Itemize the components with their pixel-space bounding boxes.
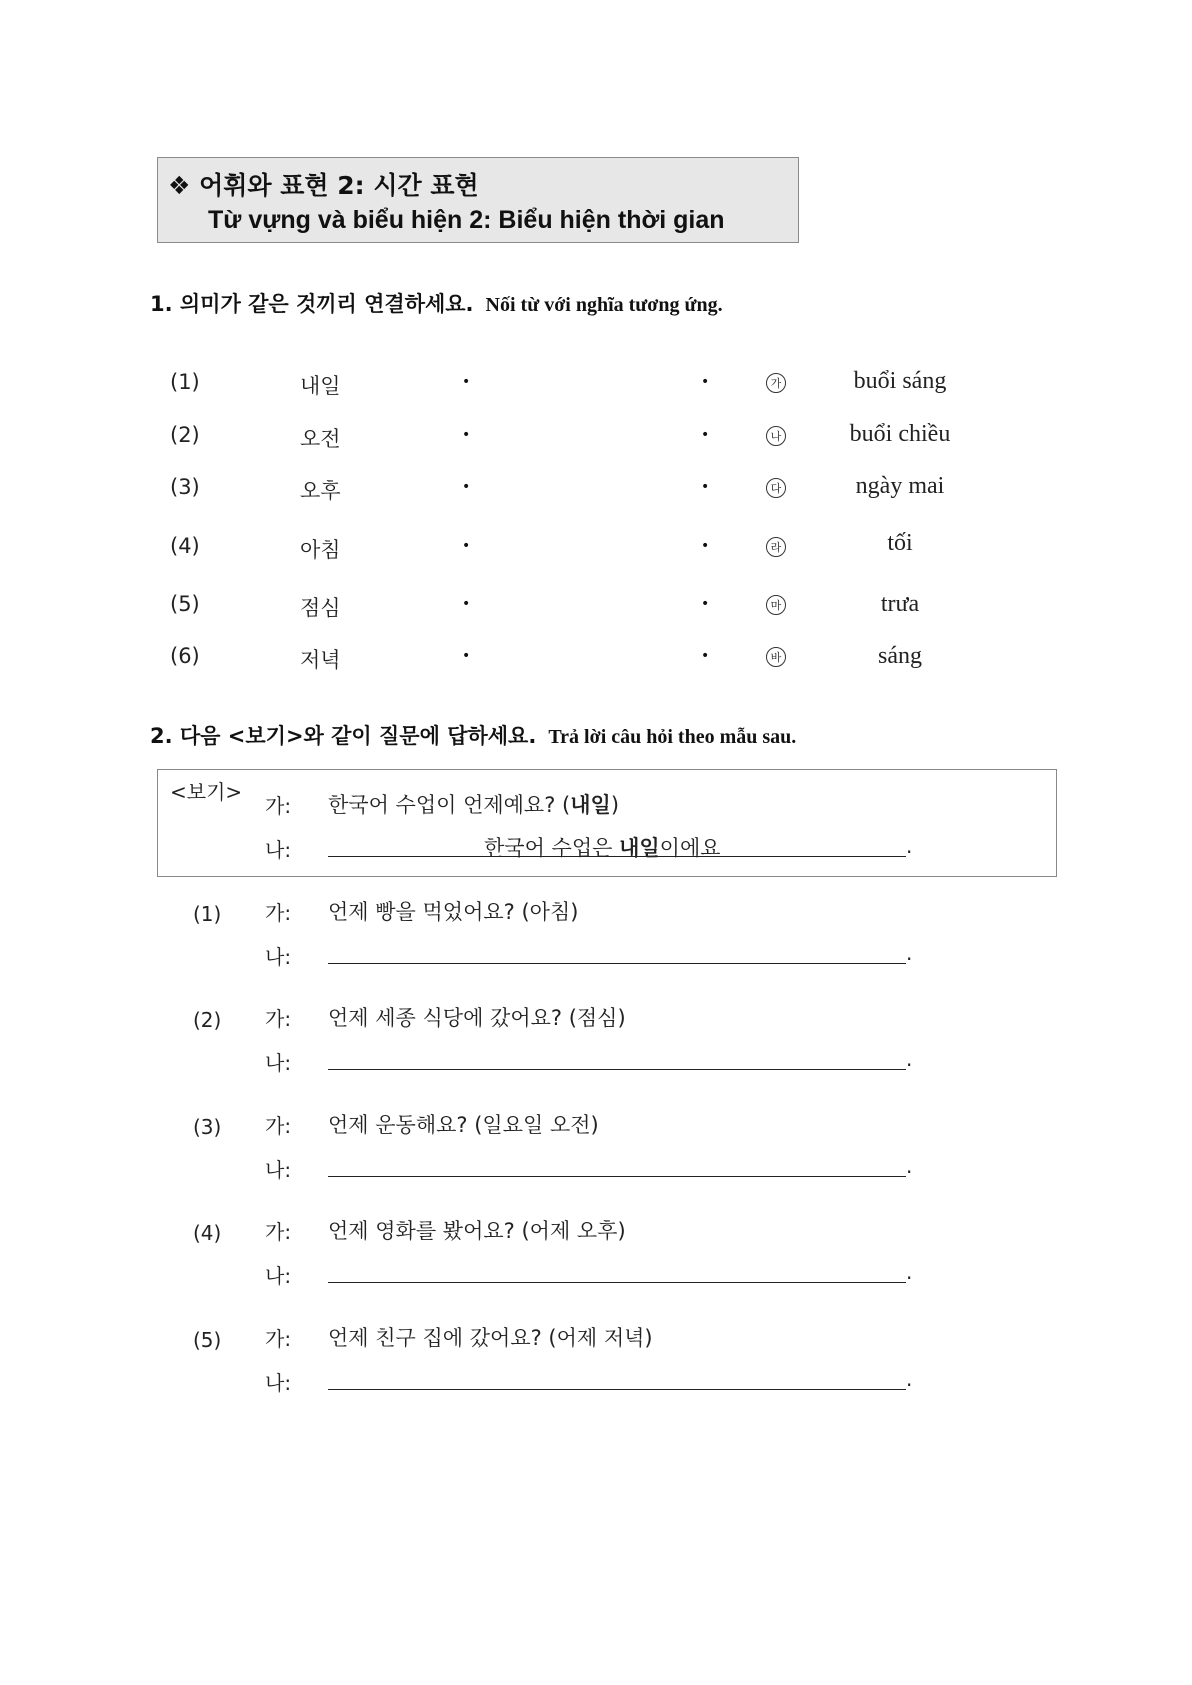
speaker-b-label: 나: — [265, 945, 292, 969]
exercise1-heading — [150, 288, 723, 318]
match-dot-right[interactable]: • — [701, 479, 710, 495]
title-box — [157, 157, 799, 243]
title-korean: ❖ 어휘와 표현 2: 시간 표현 — [168, 171, 479, 200]
left-item-word: 오전 — [300, 427, 341, 451]
speaker-b-label: 나: — [265, 1264, 292, 1288]
question-text: 언제 친구 집에 갔어요? (어제 저녁) — [328, 1326, 653, 1350]
example-question-hint: 내일 — [570, 793, 611, 817]
left-item-word: 점심 — [300, 596, 341, 620]
match-dot-left[interactable]: • — [462, 479, 471, 495]
right-item-meaning: tối — [887, 530, 913, 556]
answer-line[interactable] — [328, 963, 906, 964]
left-item-word: 내일 — [300, 374, 341, 398]
speaker-b-label: 나: — [265, 1158, 292, 1182]
exercise1-heading-vietnamese: Nối từ với nghĩa tương ứng. — [485, 294, 723, 316]
example-answer-ending: 이에요 — [659, 836, 721, 860]
exercise1-heading-korean: 1. 의미가 같은 것끼리 연결하세요. — [150, 292, 474, 316]
example-answer-period: . — [906, 834, 913, 858]
answer-line[interactable] — [328, 1176, 906, 1177]
question-number: (5) — [193, 1328, 222, 1352]
speaker-a-label: 가: — [265, 1327, 292, 1351]
match-dot-left[interactable]: • — [462, 427, 471, 443]
left-item-number: (4) — [170, 534, 200, 558]
circled-mark: 바 — [766, 647, 786, 667]
left-item-word: 아침 — [300, 538, 341, 562]
exercise2-heading — [150, 720, 796, 750]
speaker-a-label: 가: — [265, 1114, 292, 1138]
answer-line[interactable] — [328, 1282, 906, 1283]
question-number: (1) — [193, 902, 222, 926]
example-label: <보기> — [170, 780, 243, 804]
example-question-text: 한국어 수업이 언제예요? ( — [328, 793, 571, 817]
speaker-a-label: 가: — [265, 794, 292, 818]
answer-line[interactable] — [328, 1389, 906, 1390]
left-item-number: (5) — [170, 592, 200, 616]
circled-mark: 나 — [766, 426, 786, 446]
exercise2-heading-korean: 2. 다음 <보기>와 같이 질문에 답하세요. — [150, 724, 537, 748]
answer-period: . — [906, 1154, 913, 1178]
right-item-meaning: buổi chiều — [849, 421, 951, 447]
speaker-a-label: 가: — [265, 901, 292, 925]
circled-mark: 가 — [766, 373, 786, 393]
match-dot-right[interactable]: • — [701, 538, 710, 554]
match-dot-right[interactable]: • — [701, 374, 710, 390]
answer-period: . — [906, 941, 913, 965]
example-answer — [484, 832, 721, 862]
circled-mark: 다 — [766, 478, 786, 498]
answer-period: . — [906, 1367, 913, 1391]
question-text: 언제 영화를 봤어요? (어제 오후) — [328, 1219, 626, 1243]
left-item-word: 저녁 — [300, 648, 341, 672]
question-text: 언제 운동해요? (일요일 오전) — [328, 1113, 599, 1137]
speaker-a-label: 가: — [265, 1007, 292, 1031]
match-dot-left[interactable]: • — [462, 538, 471, 554]
left-item-number: (1) — [170, 370, 200, 394]
left-item-number: (2) — [170, 423, 200, 447]
match-dot-left[interactable]: • — [462, 596, 471, 612]
speaker-b-label: 나: — [265, 1051, 292, 1075]
question-number: (2) — [193, 1008, 222, 1032]
circled-mark: 라 — [766, 537, 786, 557]
right-item-meaning: buổi sáng — [853, 368, 947, 394]
example-question — [328, 789, 619, 819]
match-dot-right[interactable]: • — [701, 648, 710, 664]
answer-period: . — [906, 1260, 913, 1284]
question-text: 언제 세종 식당에 갔어요? (점심) — [328, 1006, 626, 1030]
speaker-b-label: 나: — [265, 838, 292, 862]
left-item-number: (3) — [170, 475, 200, 499]
match-dot-right[interactable]: • — [701, 427, 710, 443]
question-number: (3) — [193, 1115, 222, 1139]
example-answer-line — [328, 856, 906, 857]
match-dot-left[interactable]: • — [462, 374, 471, 390]
answer-period: . — [906, 1047, 913, 1071]
example-answer-keyword: 내일 — [619, 836, 660, 860]
match-dot-right[interactable]: • — [701, 596, 710, 612]
circled-mark: 마 — [766, 595, 786, 615]
right-item-meaning: ngày mai — [855, 473, 945, 499]
right-item-meaning: sáng — [878, 643, 922, 669]
left-item-word: 오후 — [300, 479, 341, 503]
speaker-b-label: 나: — [265, 1371, 292, 1395]
match-dot-left[interactable]: • — [462, 648, 471, 664]
title-vietnamese: Từ vựng và biểu hiện 2: Biểu hiện thời gian — [208, 206, 725, 234]
example-question-close: ) — [610, 793, 620, 817]
answer-line[interactable] — [328, 1069, 906, 1070]
question-text: 언제 빵을 먹었어요? (아침) — [328, 900, 579, 924]
left-item-number: (6) — [170, 644, 200, 668]
example-answer-text: 한국어 수업은 — [484, 836, 620, 860]
question-number: (4) — [193, 1221, 222, 1245]
exercise2-heading-vietnamese: Trả lời câu hỏi theo mẫu sau. — [548, 726, 797, 748]
speaker-a-label: 가: — [265, 1220, 292, 1244]
right-item-meaning: trưa — [880, 591, 920, 617]
